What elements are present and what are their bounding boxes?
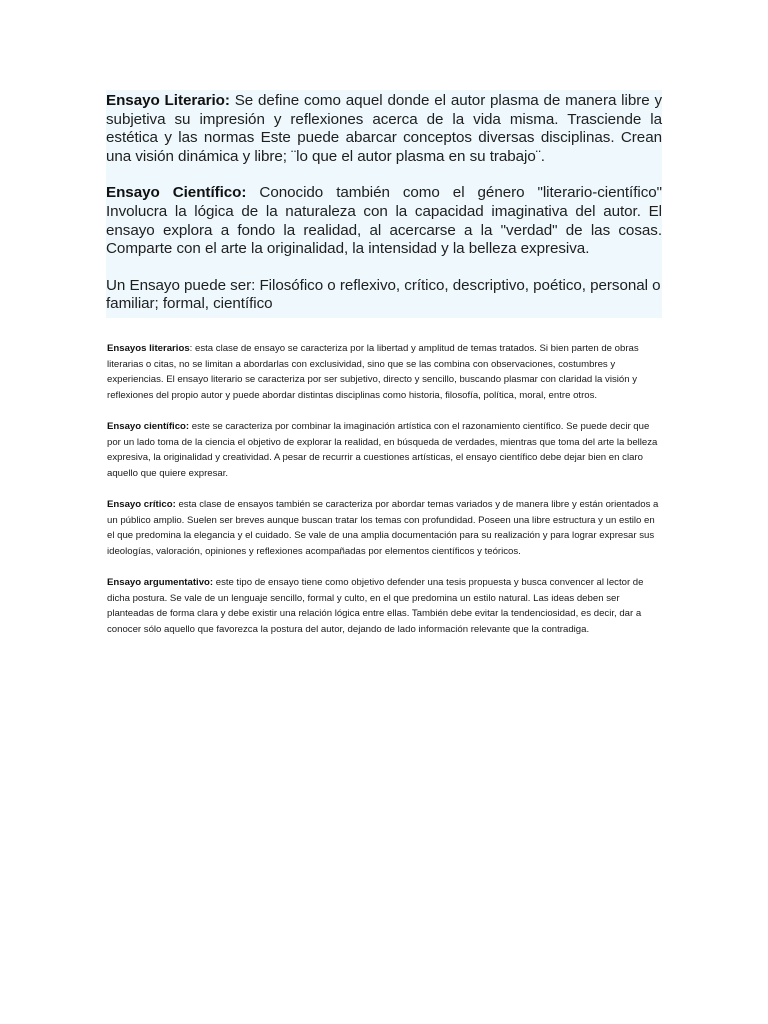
literary-essays-term: Ensayos literarios bbox=[107, 343, 190, 354]
literary-essays-paragraph bbox=[107, 341, 663, 403]
literary-essay-definition bbox=[106, 92, 662, 166]
literary-essays-text: : esta clase de ensayo se caracteriza por la libertad y amplitud de temas tratados. Si bien parten de obras literarias o citas, no se limitan a abordarlas con exclusividad, sino que se las combina con observaciones, costumbres y experiencias. El ensayo literario se caracteriza por ser subjetivo, directo y sencillo, buscando plasmar con claridad la visión y reflexiones del propio autor y puede abordar distintas disciplinas como historia, filosofía, política, moral, entre otros. bbox=[107, 343, 639, 401]
argumentative-essay-paragraph bbox=[107, 575, 663, 637]
essay-types-section bbox=[107, 341, 663, 653]
critical-essay-term: Ensayo crítico: bbox=[107, 498, 176, 510]
literary-essay-term: Ensayo Literario: bbox=[106, 92, 230, 109]
argumentative-essay-text: este tipo de ensayo tiene como objetivo defender una tesis propuesta y busca convencer al lector de dicha postura. Se vale de un lenguaje sencillo, formal y culto, en el que predomina un estilo natural. Las ideas deben ser planteadas de forma clara y debe existir una relación lógica entre ellas. También debe evitar la tendenciosidad, es decir, dar a conocer sólo aquello que favorezca la postura del autor, dejando de lado información relevante que la contradiga. bbox=[107, 576, 644, 635]
scientific-essay-definition bbox=[106, 184, 662, 258]
scientific-essay-paragraph bbox=[107, 419, 663, 481]
critical-essay-paragraph bbox=[107, 497, 663, 559]
scientific-essay-text: Conocido también como el género "literario-científico" Involucra la lógica de la naturaleza con la capacidad imaginativa del autor. El ensayo explora a fondo la realidad, al acercarse a la "verdad" de las cosas. Comparte con el arte la originalidad, la intensidad y la belleza expresiva. bbox=[106, 184, 662, 258]
essay-types-summary: Un Ensayo puede ser: Filosófico o reflexivo, crítico, descriptivo, poético, personal o familiar; formal, científico bbox=[106, 276, 661, 313]
highlighted-definitions-box bbox=[106, 90, 662, 318]
scientific-essay-term: Ensayo Científico: bbox=[106, 184, 247, 202]
scientific-essay-paragraph-term: Ensayo científico: bbox=[107, 420, 190, 432]
scientific-essay-paragraph-text: este se caracteriza por combinar la imaginación artística con el razonamiento científico. Se puede decir que por un lado toma de la ciencia el objetivo de explorar la realidad, en búsqueda de verdades, mientras que toma del arte la belleza expresiva, la originalidad y creatividad. A pesar de recurrir a cuestiones artísticas, el ensayo científico debe dejar bien en claro aquello que quiere expresar. bbox=[107, 420, 658, 479]
critical-essay-text: esta clase de ensayos también se caracteriza por abordar temas variados y de manera libre y están orientados a un público amplio. Suelen ser breves aunque buscan tratar los temas con profundidad. Poseen una libre estructura y un estilo en el que predomina la elegancia y el cuidado. Se vale de una amplia documentación para su realización y para lograr expresar sus ideologías, valoración, opiniones y reflexiones acompañadas por elementos científicos y teóricos. bbox=[107, 498, 659, 557]
literary-essay-text: Se define como aquel donde el autor plasma de manera libre y subjetiva su impresión y reflexiones acerca de la vida misma. Trasciende la estética y las normas Este puede abarcar conceptos diversas disciplinas. Crean una visión dinámica y libre; ¨lo que el autor plasma en su trabajo¨. bbox=[106, 92, 663, 165]
argumentative-essay-term: Ensayo argumentativo: bbox=[107, 576, 214, 588]
